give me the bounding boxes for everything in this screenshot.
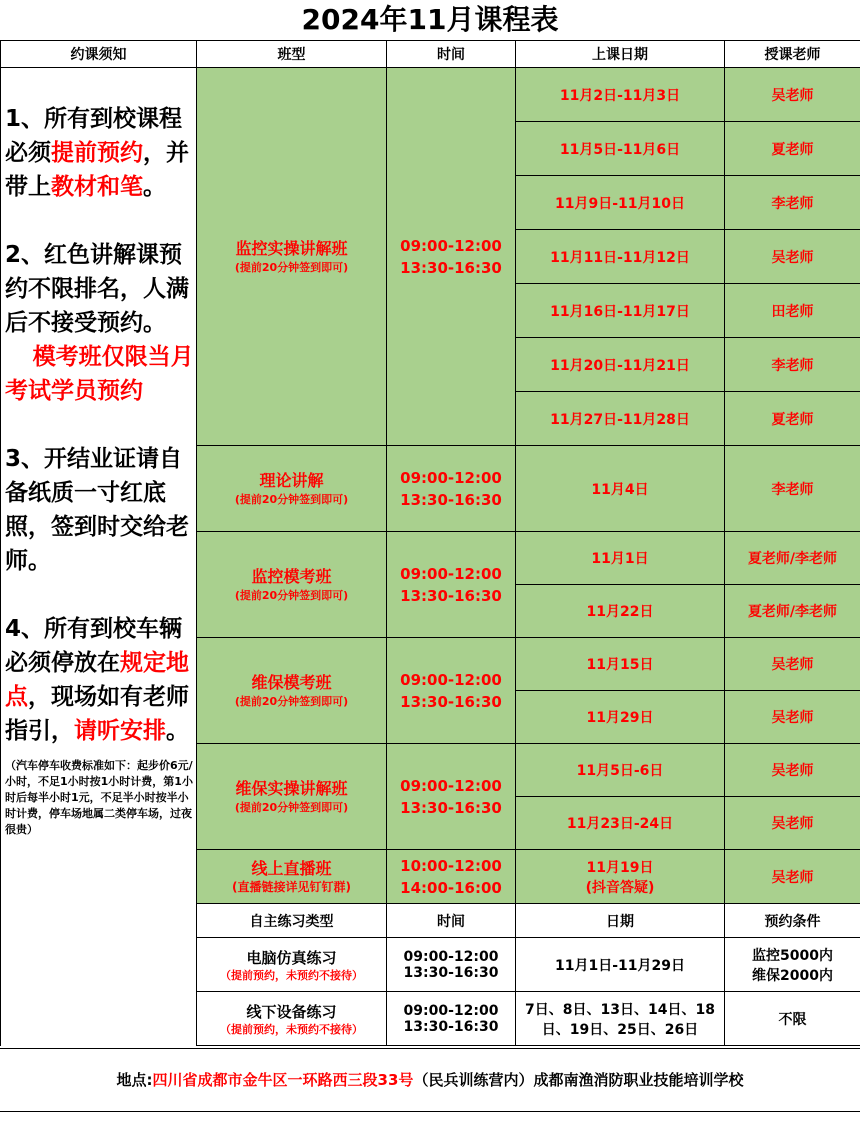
time-am: 09:00-12:00 [400,564,502,583]
date-cell: 11月27日-11月28日 [516,392,725,446]
class-sub: (提前20分钟签到即可) [234,589,349,602]
practice-name: 电脑仿真练习 [246,948,337,967]
date-cell: 11月5日-11月6日 [516,122,725,176]
page-title: 2024年11月课程表 [301,3,559,36]
time-pm: 13:30-16:30 [400,798,502,817]
time-am: 10:00-12:00 [400,856,502,875]
teacher-cell: 吴老师 [725,744,860,797]
date-cell: 11月4日 [516,446,725,532]
note-2: 2、红色讲解课预约不限排名，人满后不接受预约。 [5,242,189,336]
time-am: 09:00-12:00 [403,1002,499,1019]
date-cell: 11月20日-11月21日 [516,338,725,392]
time-pm: 13:30-16:30 [400,692,502,711]
date-cell: 11月11日-11月12日 [516,230,725,284]
table-row [1,68,860,122]
class-time-cell [387,68,516,446]
time-pm: 13:30-16:30 [400,258,502,277]
practice-date-cell: 11月1日-11月29日 [516,938,725,992]
practice-header-type: 自主练习类型 [197,904,387,938]
class-sub: (提前20分钟签到即可) [234,261,349,274]
teacher-cell: 李老师 [725,338,860,392]
note-2-mock: 模考班仅限当月考试学员预约 [5,344,194,404]
footer-address [0,1048,860,1112]
class-name-cell [197,638,387,744]
time-am: 09:00-12:00 [400,776,502,795]
note-1: 1、所有到校课程必须提前预约，并带上教材和笔。 [5,106,189,200]
date-line: 7日、8日、13日、14日、18 [525,1001,715,1018]
date-cell: 11月2日-11月3日 [516,68,725,122]
practice-time-cell [387,938,516,992]
footer-address-text: 四川省成都市金牛区一环路西三段33号 [152,1071,414,1089]
class-name: 线上直播班 [251,859,332,878]
schedule-table [0,40,860,1046]
time-am: 09:00-12:00 [400,236,502,255]
class-name-cell [197,446,387,532]
date-cell: 11月16日-11月17日 [516,284,725,338]
header-class-type: 班型 [197,41,387,68]
time-pm: 14:00-16:00 [400,878,502,897]
time-pm: 13:30-16:30 [403,964,499,981]
date-cell: 11月15日 [516,638,725,691]
teacher-cell: 田老师 [725,284,860,338]
teacher-cell: 吴老师 [725,638,860,691]
class-name: 监控模考班 [251,567,332,586]
teacher-cell: 吴老师 [725,691,860,744]
class-name-cell [197,850,387,904]
cond-line: 维保2000内 [752,967,833,984]
time-pm: 13:30-16:30 [400,586,502,605]
class-time-cell [387,532,516,638]
class-time-cell [387,744,516,850]
date-line: 11月19日 [586,859,654,876]
date-cell: 11月9日-11月10日 [516,176,725,230]
class-name: 理论讲解 [259,471,324,490]
time-pm: 13:30-16:30 [400,490,502,509]
practice-name: 线下设备练习 [246,1002,337,1021]
teacher-cell: 李老师 [725,446,860,532]
date-cell: 11月22日 [516,585,725,638]
teacher-cell: 李老师 [725,176,860,230]
class-sub: (提前20分钟签到即可) [234,695,349,708]
teacher-cell: 吴老师 [725,230,860,284]
teacher-cell: 夏老师 [725,122,860,176]
booking-notes [1,68,197,1046]
footer-label: 地点: [116,1071,153,1089]
note-4: 4、所有到校车辆必须停放在规定地点，现场如有老师指引，请听安排。 [5,616,189,744]
class-time-cell [387,850,516,904]
parking-note: （汽车停车收费标准如下：起步价6元/小时，不足1小时按1小时计费，第1小时后每半小时1元，不足半小时按半小时计费，停车场地属二类停车场，过夜很贵） [5,759,193,836]
date-cell [516,850,725,904]
header-notes: 约课须知 [1,41,197,68]
header-row [1,41,860,68]
practice-name-cell [197,992,387,1046]
practice-header-date: 日期 [516,904,725,938]
date-cell: 11月23日-24日 [516,797,725,850]
time-am: 09:00-12:00 [403,948,499,965]
class-name: 维保实操讲解班 [235,779,348,798]
footer-school: （民兵训练营内）成都南渔消防职业技能培训学校 [413,1071,744,1089]
date-line: 日、19日、25日、26日 [541,1021,699,1038]
note-3: 3、开结业证请自备纸质一寸红底照，签到时交给老师。 [5,446,189,574]
teacher-cell: 夏老师/李老师 [725,532,860,585]
practice-cond-cell [725,938,860,992]
date-cell: 11月5日-6日 [516,744,725,797]
teacher-cell: 吴老师 [725,797,860,850]
class-name-cell [197,744,387,850]
header-date: 上课日期 [516,41,725,68]
practice-date-cell [516,992,725,1046]
date-note: (抖音答疑) [585,879,655,896]
class-name-cell [197,68,387,446]
class-name: 监控实操讲解班 [235,239,348,258]
practice-sub: （提前预约，未预约不接待） [220,968,363,982]
teacher-cell: 吴老师 [725,850,860,904]
date-cell: 11月1日 [516,532,725,585]
time-am: 09:00-12:00 [400,670,502,689]
teacher-cell: 夏老师/李老师 [725,585,860,638]
cond-line: 监控5000内 [752,947,833,964]
teacher-cell: 吴老师 [725,68,860,122]
date-cell: 11月29日 [516,691,725,744]
practice-header-cond: 预约条件 [725,904,860,938]
time-pm: 13:30-16:30 [403,1018,499,1035]
practice-cond-cell: 不限 [725,992,860,1046]
class-name: 维保模考班 [251,673,332,692]
practice-header-time: 时间 [387,904,516,938]
class-time-cell [387,638,516,744]
practice-time-cell [387,992,516,1046]
header-time: 时间 [387,41,516,68]
class-sub: (提前20分钟签到即可) [234,493,349,506]
time-am: 09:00-12:00 [400,468,502,487]
class-time-cell [387,446,516,532]
class-name-cell [197,532,387,638]
teacher-cell: 夏老师 [725,392,860,446]
practice-name-cell [197,938,387,992]
class-sub: (直播链接详见钉钉群) [232,880,351,894]
practice-sub: （提前预约，未预约不接待） [220,1022,363,1036]
class-sub: (提前20分钟签到即可) [234,801,349,814]
header-teacher: 授课老师 [725,41,860,68]
